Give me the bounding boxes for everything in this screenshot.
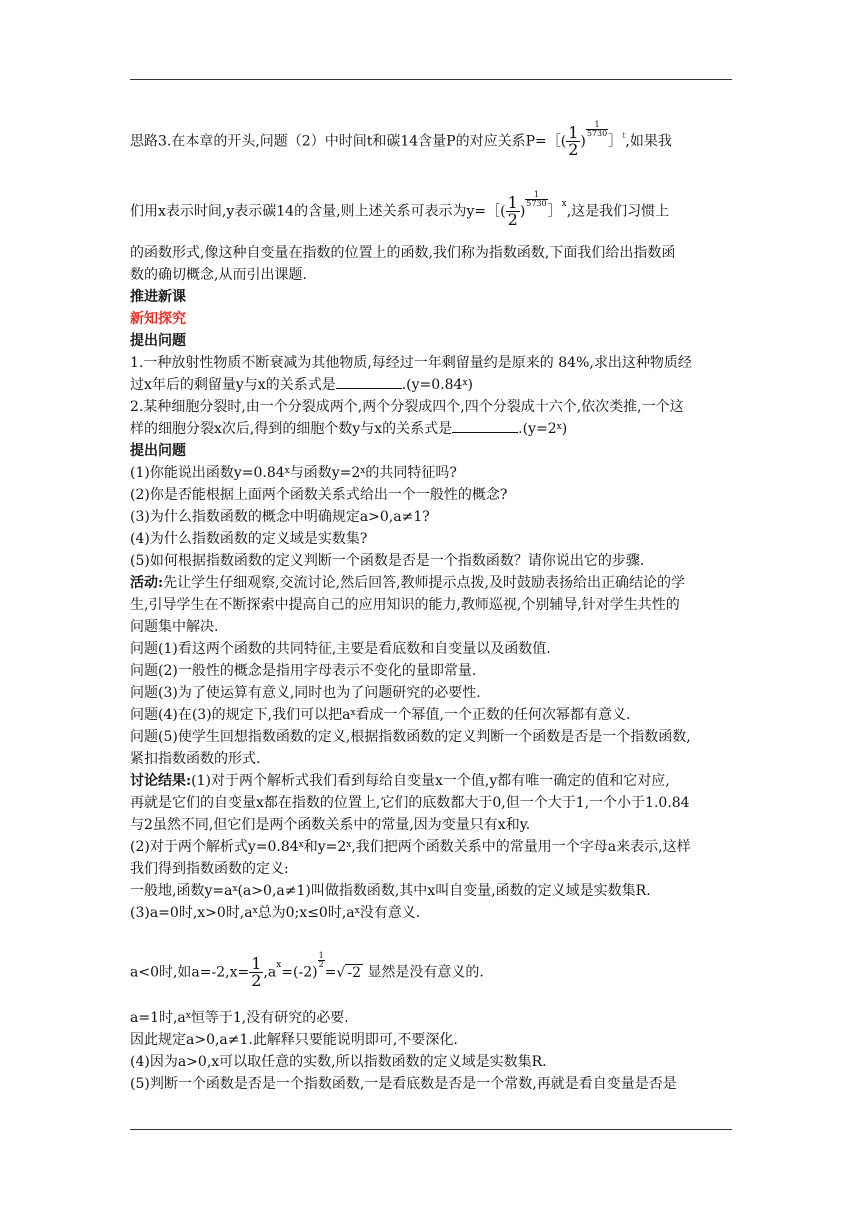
text-run: (3)a=0时,x>0时,a: [130, 905, 253, 921]
text-run: a<0时,如a=-2,x=: [130, 964, 250, 981]
text-run: ］: [547, 203, 562, 220]
fraction-denominator: 5730: [586, 129, 608, 138]
fraction-half: [506, 195, 520, 228]
text-run: ,如果我: [625, 133, 672, 150]
text-run: 没有意义.: [359, 905, 421, 921]
discussion-line: [130, 902, 420, 924]
answer-line: [130, 704, 630, 726]
problem-line: [130, 374, 473, 396]
text-run: ): [519, 203, 526, 220]
superscript: x: [346, 840, 352, 850]
text-run: ): [467, 377, 473, 393]
discussion-line: [130, 770, 670, 792]
paragraph-line: 数的确切概念,从而引出课题.: [130, 267, 307, 283]
superscript: x: [556, 422, 562, 432]
text-run: =: [324, 964, 337, 981]
text-run: .(y=2: [518, 421, 557, 437]
text-run: ,这是我们习惯上: [566, 203, 670, 220]
discussion-line: (5)判断一个函数是否是一个指数函数,一是看底数是否是一个常数,再就是看自变量是否是: [130, 1076, 677, 1092]
paragraph-line: [130, 190, 670, 229]
section-heading: 提出问题: [130, 443, 186, 459]
answer-line: 问题(1)看这两个函数的共同特征,主要是看底数和自变量以及函数值.: [130, 641, 551, 657]
text-run: ,a: [263, 964, 277, 981]
discussion-line: [130, 951, 484, 990]
text-run: =(-2): [281, 964, 318, 981]
problem-line: 1.一种放射性物质不断衰减为其他物质,每经过一年剩留量约是原来的 84%,求出这种物质经: [130, 355, 692, 371]
fraction-numerator: 1: [318, 951, 324, 960]
answer-line: 紧扣指数函数的形式.: [130, 751, 261, 767]
fraction-denominator: 2: [318, 960, 324, 969]
text-run: 恒等于1,没有研究的必要.: [190, 1010, 349, 1026]
text-run: (1)对于两个解析式我们看到每给自变量x一个值,y都有唯一确定的值和它对应,: [191, 773, 670, 789]
answer-line: 问题(5)使学生回想指数函数的定义,根据指数函数的定义判断一个函数是否是一个指数函数,: [130, 729, 691, 745]
answer-blank: [452, 420, 518, 433]
answer-line: 问题(3)为了使运算有意义,同时也为了问题研究的必要性.: [130, 685, 481, 701]
fraction-numerator: 1: [507, 193, 518, 212]
radical-sign-icon: √: [336, 964, 346, 981]
text-run: 们用x表示时间,y表示碳14的含量,则上述关系可表示为y=［(: [130, 203, 506, 220]
square-root: [336, 962, 363, 984]
fraction-half: [566, 125, 580, 158]
superscript: t: [622, 131, 626, 140]
question-item: (3)为什么指数函数的概念中明确规定a>0,a≠1?: [130, 509, 430, 525]
header-rule: [130, 79, 732, 80]
text-run: 先让学生仔细观察,交流讨论,然后回答,教师提示点拨,及时鼓励表扬给出正确结论的学: [163, 575, 685, 591]
text-run: (2)对于两个解析式y=0.84: [130, 839, 299, 855]
superscript: x: [276, 960, 282, 970]
text-run: ,我们把两个函数关系中的常量用一个字母a来表示,这样: [351, 839, 691, 855]
text-run: 与函数y=2: [289, 465, 361, 481]
fraction-numerator: 1: [586, 121, 608, 130]
text-run: a=1时,a: [130, 1010, 186, 1026]
section-heading: 提出问题: [130, 333, 186, 349]
discussion-line: 与2虽然不同,但它们是两个函数关系中的常量,因为变量只有x和y.: [130, 817, 531, 833]
footer-rule: [130, 1129, 732, 1130]
answer-line: 问题(2)一般性的概念是指用字母表示不变化的量即常量.: [130, 663, 477, 679]
fraction-denominator: 2: [507, 210, 518, 229]
activity-line: 生,引导学生在不断探索中提高自己的应用知识的能力,教师巡视,个别辅导,针对学生共性的: [130, 597, 680, 613]
discussion-line: [130, 836, 691, 858]
discussion-line: [130, 880, 651, 902]
fraction-numerator: 1: [525, 191, 547, 200]
paragraph-line: 的函数形式,像这种自变量在指数的位置上的函数,我们称为指数函数,下面我们给出指数函: [130, 245, 676, 261]
text-run: 总为0;x≤0时,a: [257, 905, 355, 921]
activity-line: 问题集中解决.: [130, 619, 219, 635]
question-item: (2)你是否能根据上面两个函数关系式给出一个一般性的概念?: [130, 487, 508, 503]
problem-line: 2.某种细胞分裂时,由一个分裂成两个,两个分裂成四个,四个分裂成十六个,依次类推,一个这: [130, 399, 684, 415]
text-run: 一般地,函数y=a: [130, 883, 233, 899]
section-heading: 推进新课: [130, 289, 186, 305]
text-run: 的共同特征吗?: [365, 465, 457, 481]
paragraph-line: [130, 120, 672, 159]
text-run: ): [580, 133, 586, 150]
superscript: x: [354, 906, 360, 916]
question-item: (4)为什么指数函数的定义域是实数集?: [130, 531, 368, 547]
fraction-half: [249, 956, 263, 989]
fraction-denominator: 2: [568, 140, 579, 159]
answer-blank: [336, 376, 402, 389]
discussion-line: [130, 1007, 349, 1029]
superscript: x: [462, 378, 468, 388]
text-run: ): [561, 421, 568, 437]
text-run: 显然是没有意义的.: [367, 964, 484, 981]
superscript: x: [360, 466, 366, 476]
discussion-line: 我们得到指数函数的定义:: [130, 861, 289, 877]
superscript: x: [350, 708, 356, 718]
text-run: 问题(4)在(3)的规定下,我们可以把a: [130, 707, 351, 723]
text-run: (a>0,a≠1)叫做指数函数,其中x叫自变量,函数的定义域是实数集R.: [237, 883, 651, 899]
fraction-numerator: 1: [568, 123, 579, 142]
superscript: x: [232, 884, 238, 894]
problem-line: [130, 418, 567, 440]
text-run: (1)你能说出函数y=0.84: [130, 465, 285, 481]
exponent-fraction: [318, 952, 325, 969]
superscript: x: [252, 906, 258, 916]
superscript: x: [298, 840, 304, 850]
discussion-label: 讨论结果:: [130, 773, 192, 789]
text-run: .(y=0.84: [401, 377, 463, 393]
discussion-line: 再就是它们的自变量x都在指数的位置上,它们的底数都大于0,但一个大于1,一个小于1.0.84: [130, 795, 690, 811]
superscript: x: [185, 1011, 191, 1021]
text-run: 思路3.在本章的开头,问题（2）中时间t和碳14含量P的对应关系P=［(: [130, 133, 567, 150]
fraction-numerator: 1: [251, 954, 262, 973]
fraction-denominator: 5730: [526, 199, 547, 208]
radicand: -2: [347, 964, 361, 981]
section-heading-red: 新知探究: [130, 311, 186, 327]
text-run: 样的细胞分裂x次后,得到的细胞个数y与x的关系式是: [130, 421, 453, 437]
superscript: x: [284, 466, 290, 476]
activity-line: [130, 572, 685, 594]
discussion-line: (4)因为a>0,x可以取任意的实数,所以指数函数的定义域是实数集R.: [130, 1054, 547, 1070]
superscript: x: [561, 199, 567, 209]
question-item: [130, 462, 457, 484]
text-run: 过x年后的剩留量y与x的关系式是: [130, 377, 336, 393]
fraction-denominator: 2: [251, 971, 262, 990]
text-run: 看成一个幂值,一个正数的任何次幂都有意义.: [355, 707, 631, 723]
text-run: 和y=2: [303, 839, 347, 855]
exponent-fraction: [586, 121, 608, 138]
exponent-fraction: [525, 191, 547, 208]
activity-label: 活动:: [130, 575, 164, 591]
discussion-line: 因此规定a>0,a≠1.此解释只要能说明即可,不要深化.: [130, 1032, 458, 1048]
text-run: ］: [608, 133, 623, 150]
question-item: (5)如何根据指数函数的定义判断一个函数是否是一个指数函数？请你说出它的步骤.: [130, 553, 645, 569]
